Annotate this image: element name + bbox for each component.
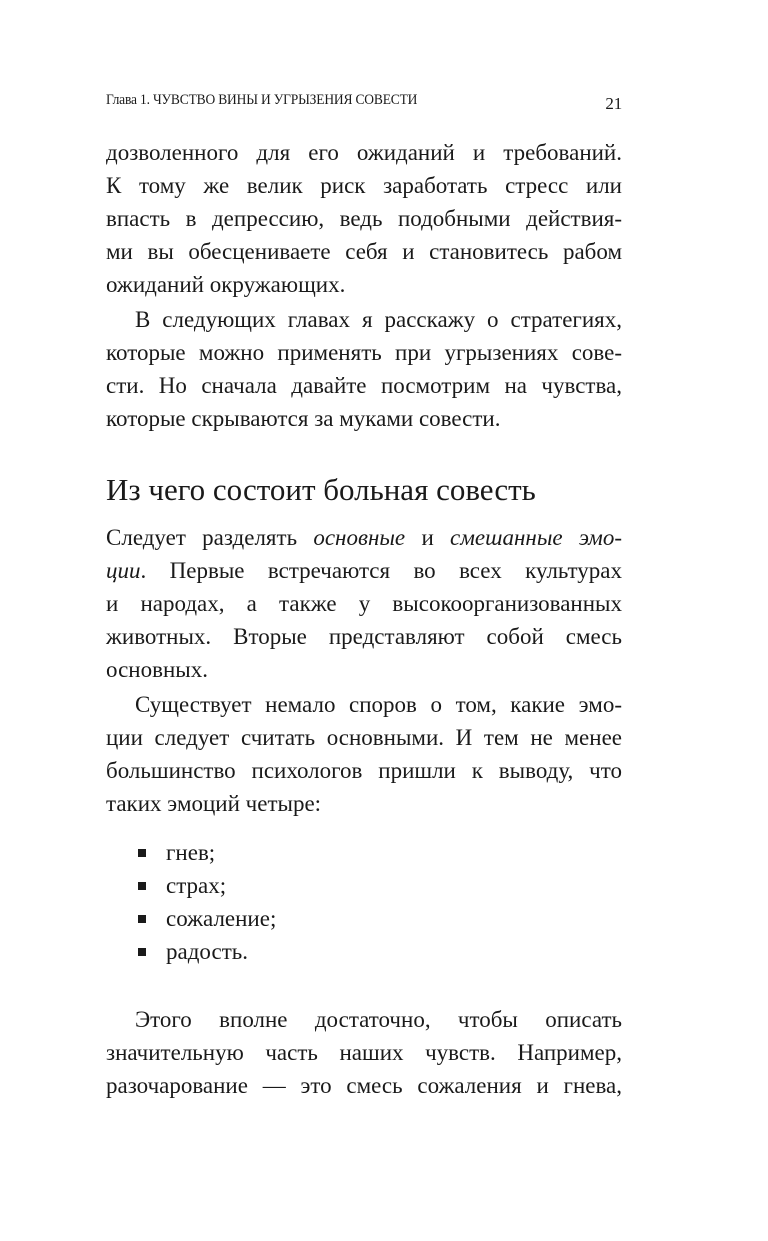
- square-bullet-icon: [138, 948, 146, 956]
- list-item-text: радость.: [166, 939, 248, 964]
- text-line: дозволенного для его ожиданий и требований.: [106, 140, 622, 165]
- text-line: ции следует считать основными. И тем не менее: [106, 725, 622, 750]
- square-bullet-icon: [138, 882, 146, 890]
- text-line: сти. Но сначала давайте посмотрим на чувства,: [106, 373, 622, 398]
- text-line: ожиданий окружающих.: [106, 272, 346, 297]
- text-span: . Первые встречаются во всех культурах: [140, 558, 622, 583]
- italic-term-mixed: смешанные эмо-: [450, 525, 622, 550]
- text-line: В следующих главах я расскажу о стратегиях,: [135, 307, 622, 332]
- running-header: [106, 92, 622, 114]
- text-line: таких эмоций четыре:: [106, 791, 322, 816]
- paragraph-2: [106, 303, 622, 435]
- list-item: [138, 869, 276, 902]
- list-item: [138, 836, 276, 869]
- paragraph-5: [106, 1003, 622, 1102]
- emotions-list: [138, 836, 276, 968]
- text-line: которые можно применять при угрызениях сове-: [106, 340, 622, 365]
- text-line: ми вы обесцениваете себя и становитесь рабом: [106, 239, 622, 264]
- text-line: основных.: [106, 657, 208, 682]
- square-bullet-icon: [138, 915, 146, 923]
- text-span: Следует разделять: [106, 525, 314, 550]
- text-line: К тому же велик риск заработать стресс или: [106, 173, 622, 198]
- list-item: [138, 902, 276, 935]
- text-line: Этого вполне достаточно, чтобы описать: [135, 1007, 622, 1032]
- text-line: которые скрываются за муками совести.: [106, 406, 501, 431]
- text-span: и: [405, 525, 451, 550]
- text-line: [106, 554, 622, 587]
- chapter-title: Глава 1. ЧУВСТВО ВИНЫ И УГРЫЗЕНИЯ СОВЕСТИ: [106, 92, 418, 108]
- page-number: 21: [605, 94, 622, 113]
- paragraph-4: [106, 688, 622, 820]
- text-line: разочарование — это смесь сожаления и гнева,: [106, 1073, 622, 1098]
- text-line: и народах, а также у высокоорганизованных: [106, 591, 622, 616]
- list-item-text: страх;: [166, 873, 227, 898]
- paragraph-3: [106, 521, 622, 686]
- italic-term-mixed-end: ции: [106, 558, 141, 583]
- text-line: значительную часть наших чувств. Например,: [106, 1040, 622, 1065]
- text-line: животных. Вторые представляют собой смесь: [106, 624, 622, 649]
- text-line: Существует немало споров о том, какие эмо-: [135, 692, 622, 717]
- list-item: [138, 935, 276, 968]
- italic-term-basic: основные: [313, 525, 406, 550]
- list-item-text: гнев;: [166, 840, 216, 865]
- section-heading: Из чего состоит больная совесть: [106, 472, 536, 507]
- paragraph-1: [106, 136, 622, 301]
- text-line: впасть в депрессию, ведь подобными действия-: [106, 206, 622, 231]
- text-line: [106, 521, 622, 554]
- text-line: большинство психологов пришли к выводу, что: [106, 758, 622, 783]
- list-item-text: сожаление;: [166, 906, 277, 931]
- square-bullet-icon: [138, 849, 146, 857]
